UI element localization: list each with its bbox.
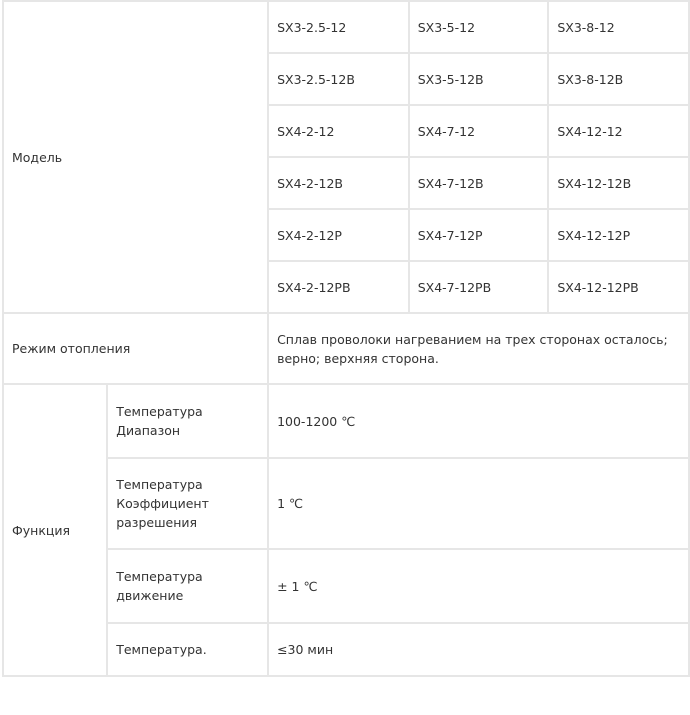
model-cell: SX3-2.5-12 [269,2,408,52]
model-cell: SX4-12-12 [549,106,688,156]
function-row [4,385,688,457]
model-cell: SX4-7-12B [410,158,548,208]
function-item-value: ± 1 ℃ [269,550,688,622]
heating-row [4,314,688,383]
model-cell: SX3-8-12 [549,2,688,52]
model-cell: SX4-2-12P [269,210,408,260]
model-cell: SX4-12-12P [549,210,688,260]
model-label: Модель [4,2,267,312]
heating-value: Сплав проволоки нагреванием на трех сторонах осталось; верно; верхняя сторона. [269,314,688,383]
heating-label: Режим отопления [4,314,267,383]
model-cell: SX4-12-12PB [549,262,688,312]
function-item-value: 100-1200 ℃ [269,385,688,457]
model-cell: SX3-2.5-12B [269,54,408,104]
model-cell: SX4-12-12B [549,158,688,208]
function-label: Функция [4,385,106,675]
function-item-value: 1 ℃ [269,459,688,548]
model-cell: SX3-5-12B [410,54,548,104]
model-row [4,2,688,52]
function-row [4,459,688,548]
function-row [4,550,688,622]
model-cell: SX3-8-12B [549,54,688,104]
function-item-label: Температура Коэффициент разрешения [108,459,267,548]
model-cell: SX4-2-12 [269,106,408,156]
function-item-value: ≤30 мин [269,624,688,675]
model-cell: SX4-7-12 [410,106,548,156]
model-cell: SX3-5-12 [410,2,548,52]
model-cell: SX4-7-12P [410,210,548,260]
spec-table [2,0,690,677]
model-cell: SX4-2-12B [269,158,408,208]
function-row [4,624,688,675]
function-item-label: Температура. [108,624,267,675]
function-item-label: Температура движение [108,550,267,622]
function-item-label: Температура Диапазон [108,385,267,457]
model-cell: SX4-2-12PB [269,262,408,312]
model-cell: SX4-7-12PB [410,262,548,312]
